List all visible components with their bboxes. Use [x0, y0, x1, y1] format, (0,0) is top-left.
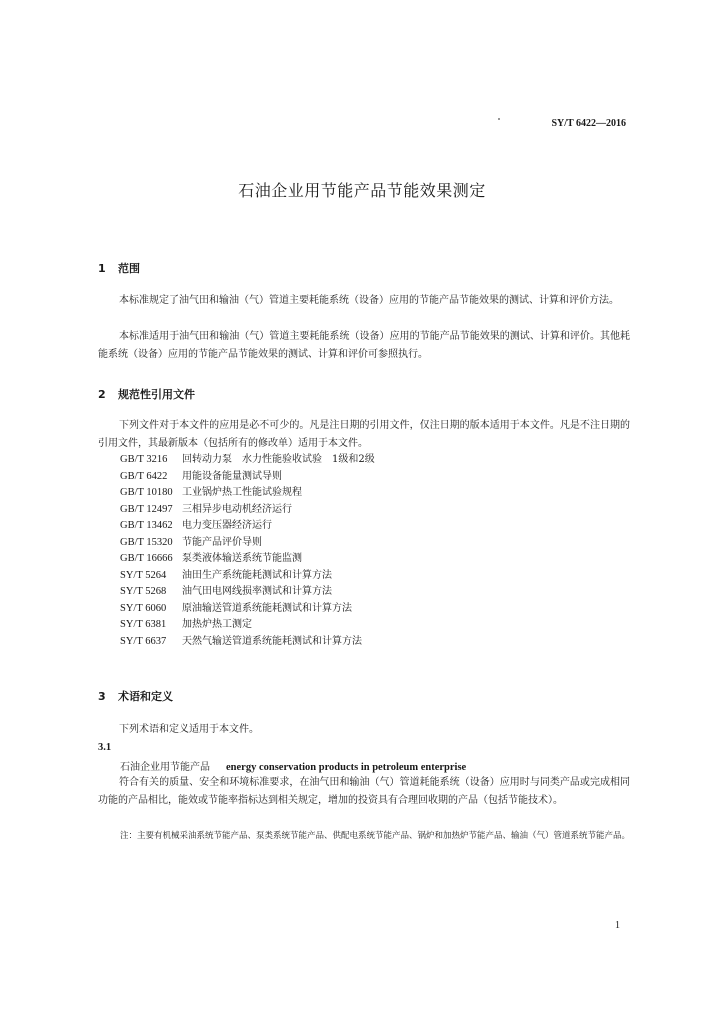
reference-code: GB/T 15320: [120, 536, 173, 548]
scan-speck: [498, 118, 500, 120]
term-number: 3.1: [98, 742, 112, 753]
section-1-heading: [98, 260, 140, 276]
reference-item: [120, 452, 375, 469]
normative-reference-list: [120, 452, 375, 650]
reference-code: GB/T 6422: [120, 470, 168, 482]
reference-title: 泵类液体输送系统节能监测: [182, 553, 302, 564]
section-1-title: 范围: [118, 262, 140, 275]
reference-title: 电力变压器经济运行: [182, 520, 272, 531]
reference-item: [120, 502, 375, 519]
reference-title: 加热炉热工测定: [182, 619, 252, 630]
section-2-intro: 下列文件对于本文件的应用是必不可少的。凡是注日期的引用文件，仅注日期的版本适用于本文件。凡是不注日期的引用文件，其最新版本（包括所有的修改单）适用于本文件。: [98, 420, 630, 449]
reference-item: [120, 551, 375, 568]
reference-item: [120, 601, 375, 618]
section-3-number: 3: [98, 690, 106, 703]
term-note: 注：主要有机械采油系统节能产品、泵类系统节能产品、供配电系统节能产品、锅炉和加热炉节能产品、输油（气）管道系统节能产品。: [120, 831, 631, 841]
reference-title: 节能产品评价导则: [182, 536, 262, 548]
section-1-number: 1: [98, 262, 106, 275]
reference-title: 用能设备能量测试导则: [182, 470, 282, 482]
reference-code: GB/T 13462: [120, 520, 173, 531]
reference-code: GB/T 12497: [120, 503, 173, 515]
reference-item: [120, 485, 375, 502]
document-title: 石油企业用节能产品节能效果测定: [238, 181, 486, 200]
reference-title: 油气田电网线损率测试和计算方法: [182, 586, 332, 597]
reference-item: [120, 518, 375, 535]
reference-item: [120, 535, 375, 552]
term-definition: 符合有关的质量、安全和环境标准要求，在油气田和输油（气）管道耗能系统（设备）应用时与同类产品或完成相同功能的产品相比，能效或节能率指标达到相关规定，增加的投资具有合理回收期的产品（包括节能技术）。: [98, 777, 630, 806]
reference-code: GB/T 10180: [120, 487, 173, 498]
term-english: energy conservation products in petroleum enterprise: [226, 762, 467, 773]
section-3-heading: [98, 688, 173, 704]
standard-code: SY/T 6422—2016: [551, 118, 626, 129]
section-3-title: 术语和定义: [118, 690, 173, 703]
term-entry: [120, 758, 466, 773]
section-2-title: 规范性引用文件: [118, 388, 195, 401]
reference-title: 天然气输送管道系统能耗测试和计算方法: [182, 635, 362, 647]
reference-title: 三相异步电动机经济运行: [182, 503, 292, 515]
section-1-paragraph-2: 本标准适用于油气田和输油（气）管道主要耗能系统（设备）应用的节能产品节能效果的测试、计算和评价。其他耗能系统（设备）应用的节能产品节能效果的测试、计算和评价可参照执行。: [98, 331, 630, 360]
reference-code: SY/T 6637: [120, 635, 167, 647]
reference-code: SY/T 6381: [120, 619, 167, 630]
section-1-paragraph-1: 本标准规定了油气田和输油（气）管道主要耗能系统（设备）应用的节能产品节能效果的测试、计算和评价方法。: [119, 295, 619, 306]
reference-title: 工业锅炉热工性能试验规程: [182, 487, 302, 498]
reference-item: [120, 634, 375, 651]
reference-item: [120, 584, 375, 601]
section-2-heading: [98, 386, 195, 402]
section-3-intro: 下列术语和定义适用于本文件。: [119, 724, 259, 735]
reference-title: 油田生产系统能耗测试和计算方法: [182, 569, 332, 581]
page-number: 1: [615, 920, 620, 931]
section-2-number: 2: [98, 388, 106, 401]
reference-item: [120, 617, 375, 634]
reference-code: SY/T 6060: [120, 602, 167, 614]
term-chinese: 石油企业用节能产品: [120, 762, 210, 773]
reference-code: GB/T 3216: [120, 454, 168, 465]
reference-code: SY/T 5264: [120, 569, 167, 581]
reference-title: 原油输送管道系统能耗测试和计算方法: [182, 602, 352, 614]
reference-item: [120, 568, 375, 585]
reference-item: [120, 469, 375, 486]
reference-code: SY/T 5268: [120, 586, 167, 597]
reference-code: GB/T 16666: [120, 553, 173, 564]
reference-title: 回转动力泵 水力性能验收试验 1级和2级: [182, 454, 375, 465]
